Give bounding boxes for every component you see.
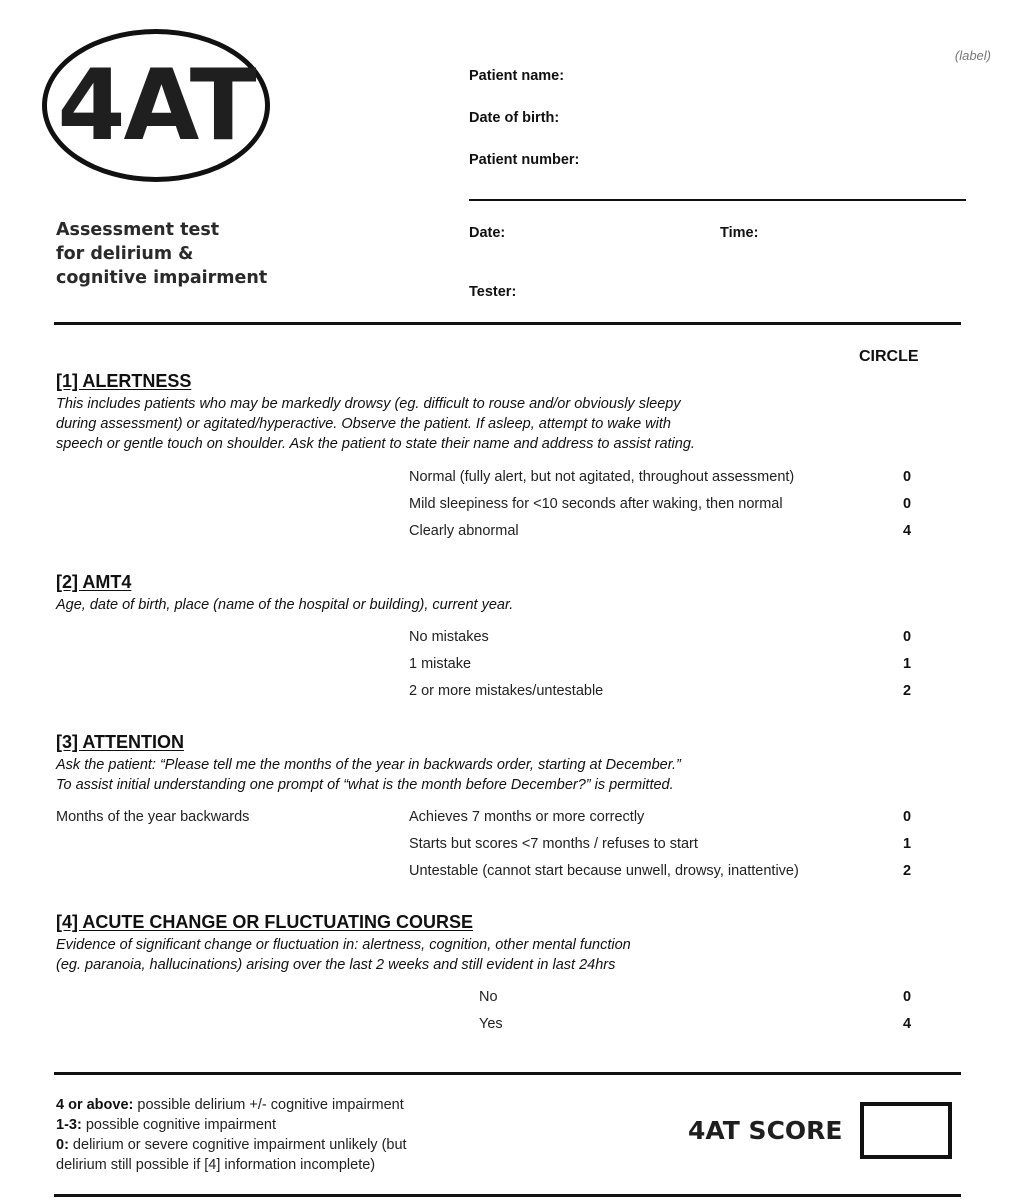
section-description-alertness xyxy=(56,394,816,454)
option-label: No mistakes xyxy=(409,629,489,645)
legend-line: 4 or above: possible delirium +/- cognitive impairment xyxy=(56,1097,404,1113)
option-score[interactable]: 2 xyxy=(902,683,912,699)
description-line: during assessment) or agitated/hyperactive. Observe the patient. If asleep, attempt to wake with xyxy=(56,416,671,432)
option-score[interactable]: 0 xyxy=(902,496,912,512)
option-label: Untestable (cannot start because unwell, drowsy, inattentive) xyxy=(409,863,799,879)
description-line: speech or gentle touch on shoulder. Ask the patient to state their name and address to assist rating. xyxy=(56,436,695,452)
option-label: No xyxy=(479,989,498,1005)
option-label: Normal (fully alert, but not agitated, throughout assessment) xyxy=(409,469,795,485)
time-field[interactable]: Time: xyxy=(720,225,759,241)
section-title-attention: [3] ATTENTION xyxy=(56,732,184,752)
subtitle-line: Assessment test xyxy=(56,220,220,240)
legend-line: 1-3: possible cognitive impairment xyxy=(56,1117,277,1133)
option-label: Clearly abnormal xyxy=(409,523,519,539)
patient-name-field[interactable]: Patient name: xyxy=(469,68,565,84)
section-description-attention xyxy=(56,755,816,795)
section-title-acute-change: [4] ACUTE CHANGE OR FLUCTUATING COURSE xyxy=(56,912,473,932)
description-line: Ask the patient: “Please tell me the months of the year in backwards order, starting at December.” xyxy=(56,757,681,773)
total-score-label: 4AT SCORE xyxy=(688,1116,843,1145)
test-subtitle xyxy=(56,218,386,290)
option-label: Achieves 7 months or more correctly xyxy=(409,809,645,825)
section-description-amt4 xyxy=(56,595,816,615)
label-placeholder: (label) xyxy=(954,48,991,63)
description-line: Age, date of birth, place (name of the hospital or building), current year. xyxy=(56,597,514,613)
option-score[interactable]: 4 xyxy=(902,523,912,539)
option-score[interactable]: 2 xyxy=(902,863,912,879)
option-score[interactable]: 0 xyxy=(902,809,912,825)
option-label: Starts but scores <7 months / refuses to start xyxy=(409,836,698,852)
option-score[interactable]: 0 xyxy=(902,989,912,1005)
section-title-amt4: [2] AMT4 xyxy=(56,572,132,592)
option-label: Mild sleepiness for <10 seconds after waking, then normal xyxy=(409,496,783,512)
date-field[interactable]: Date: xyxy=(469,225,506,241)
tester-field[interactable]: Tester: xyxy=(469,284,517,300)
date-of-birth-field[interactable]: Date of birth: xyxy=(469,110,560,126)
description-line: Evidence of significant change or fluctuation in: alertness, cognition, other mental function xyxy=(56,937,631,953)
patient-number-field[interactable]: Patient number: xyxy=(469,152,580,168)
description-line: To assist initial understanding one prompt of “what is the month before December?” is permitted. xyxy=(56,777,674,793)
header-divider xyxy=(54,322,961,325)
option-score[interactable]: 0 xyxy=(902,629,912,645)
legend-line: delirium still possible if [4] information incomplete) xyxy=(56,1157,376,1173)
footer-divider xyxy=(54,1072,961,1075)
patient-divider xyxy=(469,199,966,201)
score-interpretation-legend xyxy=(56,1095,476,1175)
bottom-divider xyxy=(54,1194,961,1197)
circle-column-heading: CIRCLE xyxy=(859,348,919,365)
legend-line: 0: delirium or severe cognitive impairment unlikely (but xyxy=(56,1137,407,1153)
option-label: Yes xyxy=(479,1016,503,1032)
option-score[interactable]: 4 xyxy=(902,1016,912,1032)
option-score[interactable]: 1 xyxy=(902,836,912,852)
section-title-alertness: [1] ALERTNESS xyxy=(56,371,192,391)
option-label: 2 or more mistakes/untestable xyxy=(409,683,604,699)
description-line: (eg. paranoia, hallucinations) arising over the last 2 weeks and still evident in last 24hrs xyxy=(56,957,616,973)
total-score-box[interactable] xyxy=(860,1102,952,1159)
option-score[interactable]: 1 xyxy=(902,656,912,672)
option-score[interactable]: 0 xyxy=(902,469,912,485)
months-backwards-label: Months of the year backwards xyxy=(56,809,250,825)
description-line: This includes patients who may be markedly drowsy (eg. difficult to rouse and/or obviously sleepy xyxy=(56,396,681,412)
subtitle-line: for delirium & xyxy=(56,244,194,264)
section-description-acute-change xyxy=(56,935,816,975)
subtitle-line: cognitive impairment xyxy=(56,268,268,288)
option-label: 1 mistake xyxy=(409,656,472,672)
logo-4at: 4AT xyxy=(57,48,255,163)
